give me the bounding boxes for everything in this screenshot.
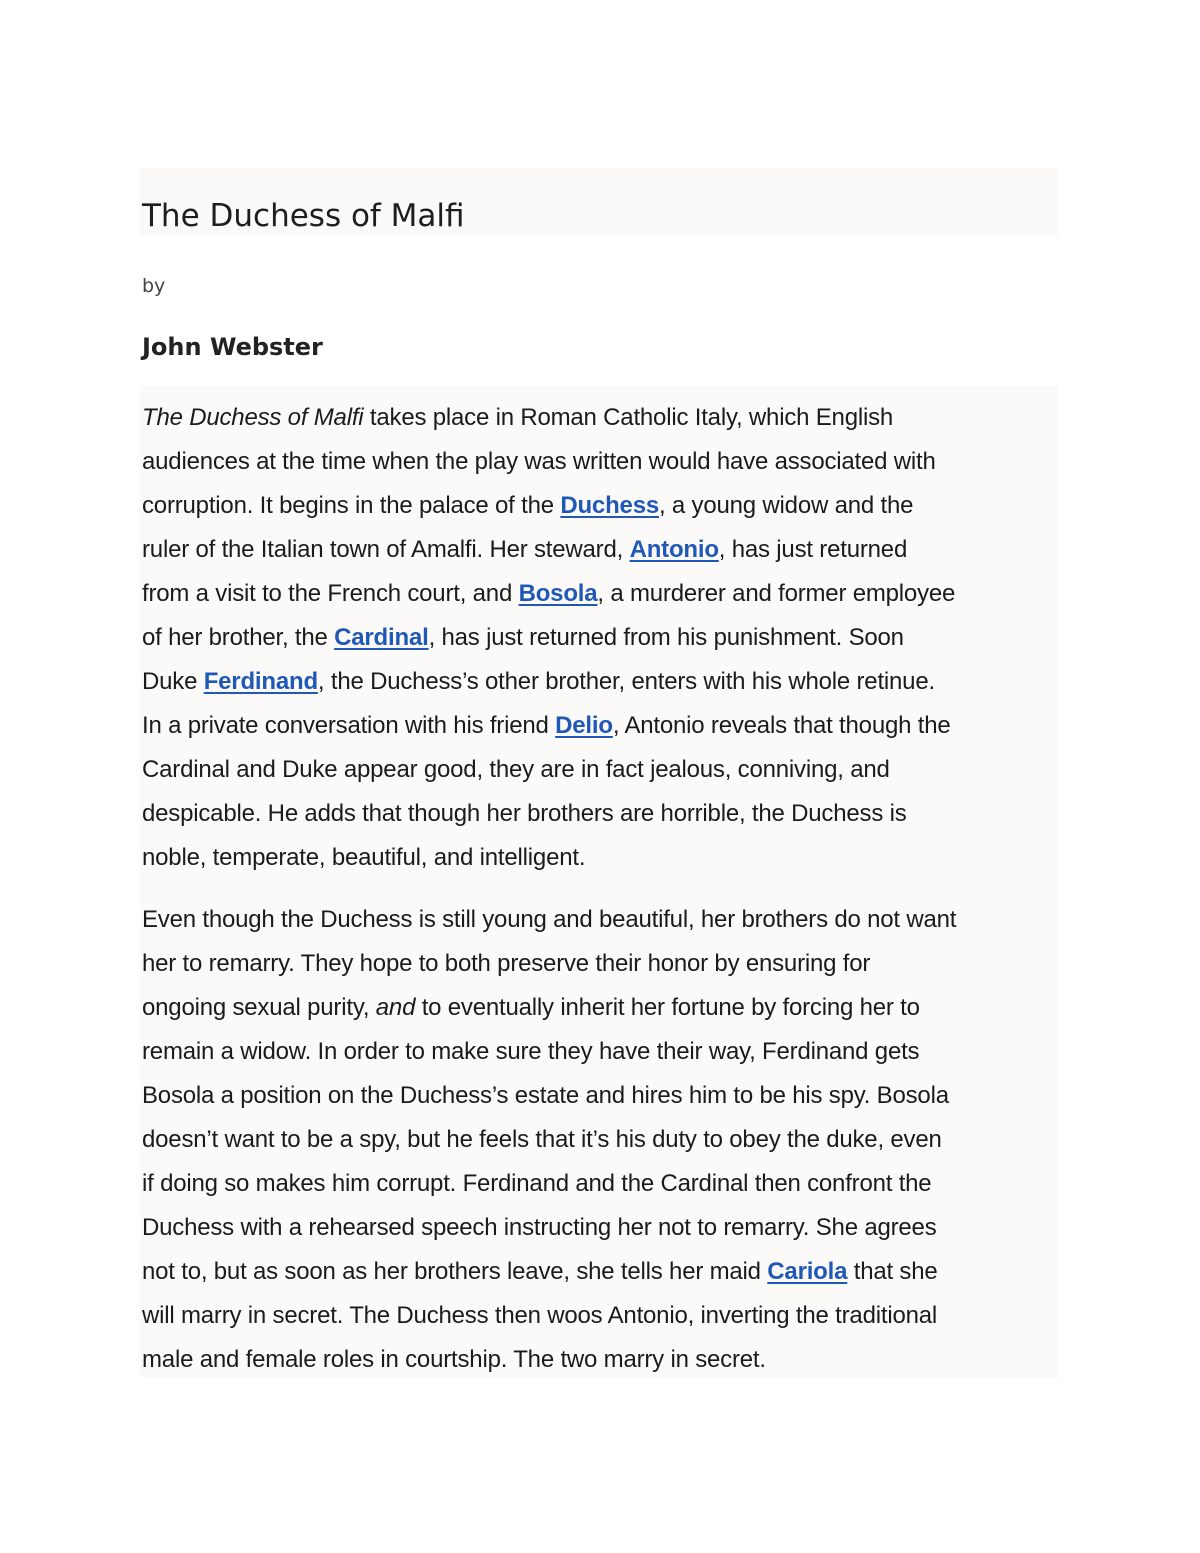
text-line: male and female roles in courtship. The two marry in secret. (142, 1346, 766, 1373)
text-line: ruler of the Italian town of Amalfi. Her steward, Antonio, has just returned (142, 536, 908, 563)
text-line: Cardinal and Duke appear good, they are in fact jealous, conniving, and (142, 756, 890, 783)
author-name: John Webster (142, 333, 323, 361)
summary-paragraph-1 (142, 396, 955, 880)
text-line: In a private conversation with his friend Delio, Antonio reveals that though the (142, 712, 951, 739)
text-line: doesn’t want to be a spy, but he feels that it’s his duty to obey the duke, even (142, 1126, 942, 1153)
byline: by (142, 275, 166, 297)
emphasis-italic: and (375, 994, 416, 1021)
text-line: The Duchess of Malfi takes place in Roman Catholic Italy, which English (142, 404, 894, 431)
link-antonio[interactable]: Antonio (629, 536, 719, 563)
text-line: noble, temperate, beautiful, and intelligent. (142, 844, 586, 871)
link-delio[interactable]: Delio (555, 712, 613, 739)
text-line: of her brother, the Cardinal, has just returned from his punishment. Soon (142, 624, 904, 651)
link-ferdinand[interactable]: Ferdinand (203, 668, 318, 695)
text-line: her to remarry. They hope to both preserve their honor by ensuring for (142, 950, 871, 977)
link-bosola[interactable]: Bosola (518, 580, 598, 607)
text-line: despicable. He adds that though her brothers are horrible, the Duchess is (142, 800, 907, 827)
text-line: not to, but as soon as her brothers leave, she tells her maid Cariola that she (142, 1258, 938, 1285)
link-duchess[interactable]: Duchess (560, 492, 659, 519)
link-cardinal[interactable]: Cardinal (334, 624, 429, 651)
document-title: The Duchess of Malfi (142, 198, 465, 234)
text-line: remain a widow. In order to make sure they have their way, Ferdinand gets (142, 1038, 920, 1065)
work-title-italic: The Duchess of Malfi (142, 404, 364, 431)
text-line: Bosola a position on the Duchess’s estate and hires him to be his spy. Bosola (142, 1082, 949, 1109)
text-line: Duke Ferdinand, the Duchess’s other brother, enters with his whole retinue. (142, 668, 935, 695)
text-line: if doing so makes him corrupt. Ferdinand and the Cardinal then confront the (142, 1170, 932, 1197)
summary-paragraph-2 (142, 898, 956, 1382)
text-line: will marry in secret. The Duchess then woos Antonio, inverting the traditional (142, 1302, 938, 1329)
text-line: Duchess with a rehearsed speech instructing her not to remarry. She agrees (142, 1214, 937, 1241)
link-cariola[interactable]: Cariola (767, 1258, 848, 1285)
text-line: corruption. It begins in the palace of the Duchess, a young widow and the (142, 492, 914, 519)
text-line: audiences at the time when the play was written would have associated with (142, 448, 936, 475)
text-line: from a visit to the French court, and Bosola, a murderer and former employee (142, 580, 956, 607)
text-line: Even though the Duchess is still young and beautiful, her brothers do not want (142, 906, 957, 933)
text-line: ongoing sexual purity, and to eventually inherit her fortune by forcing her to (142, 994, 920, 1021)
